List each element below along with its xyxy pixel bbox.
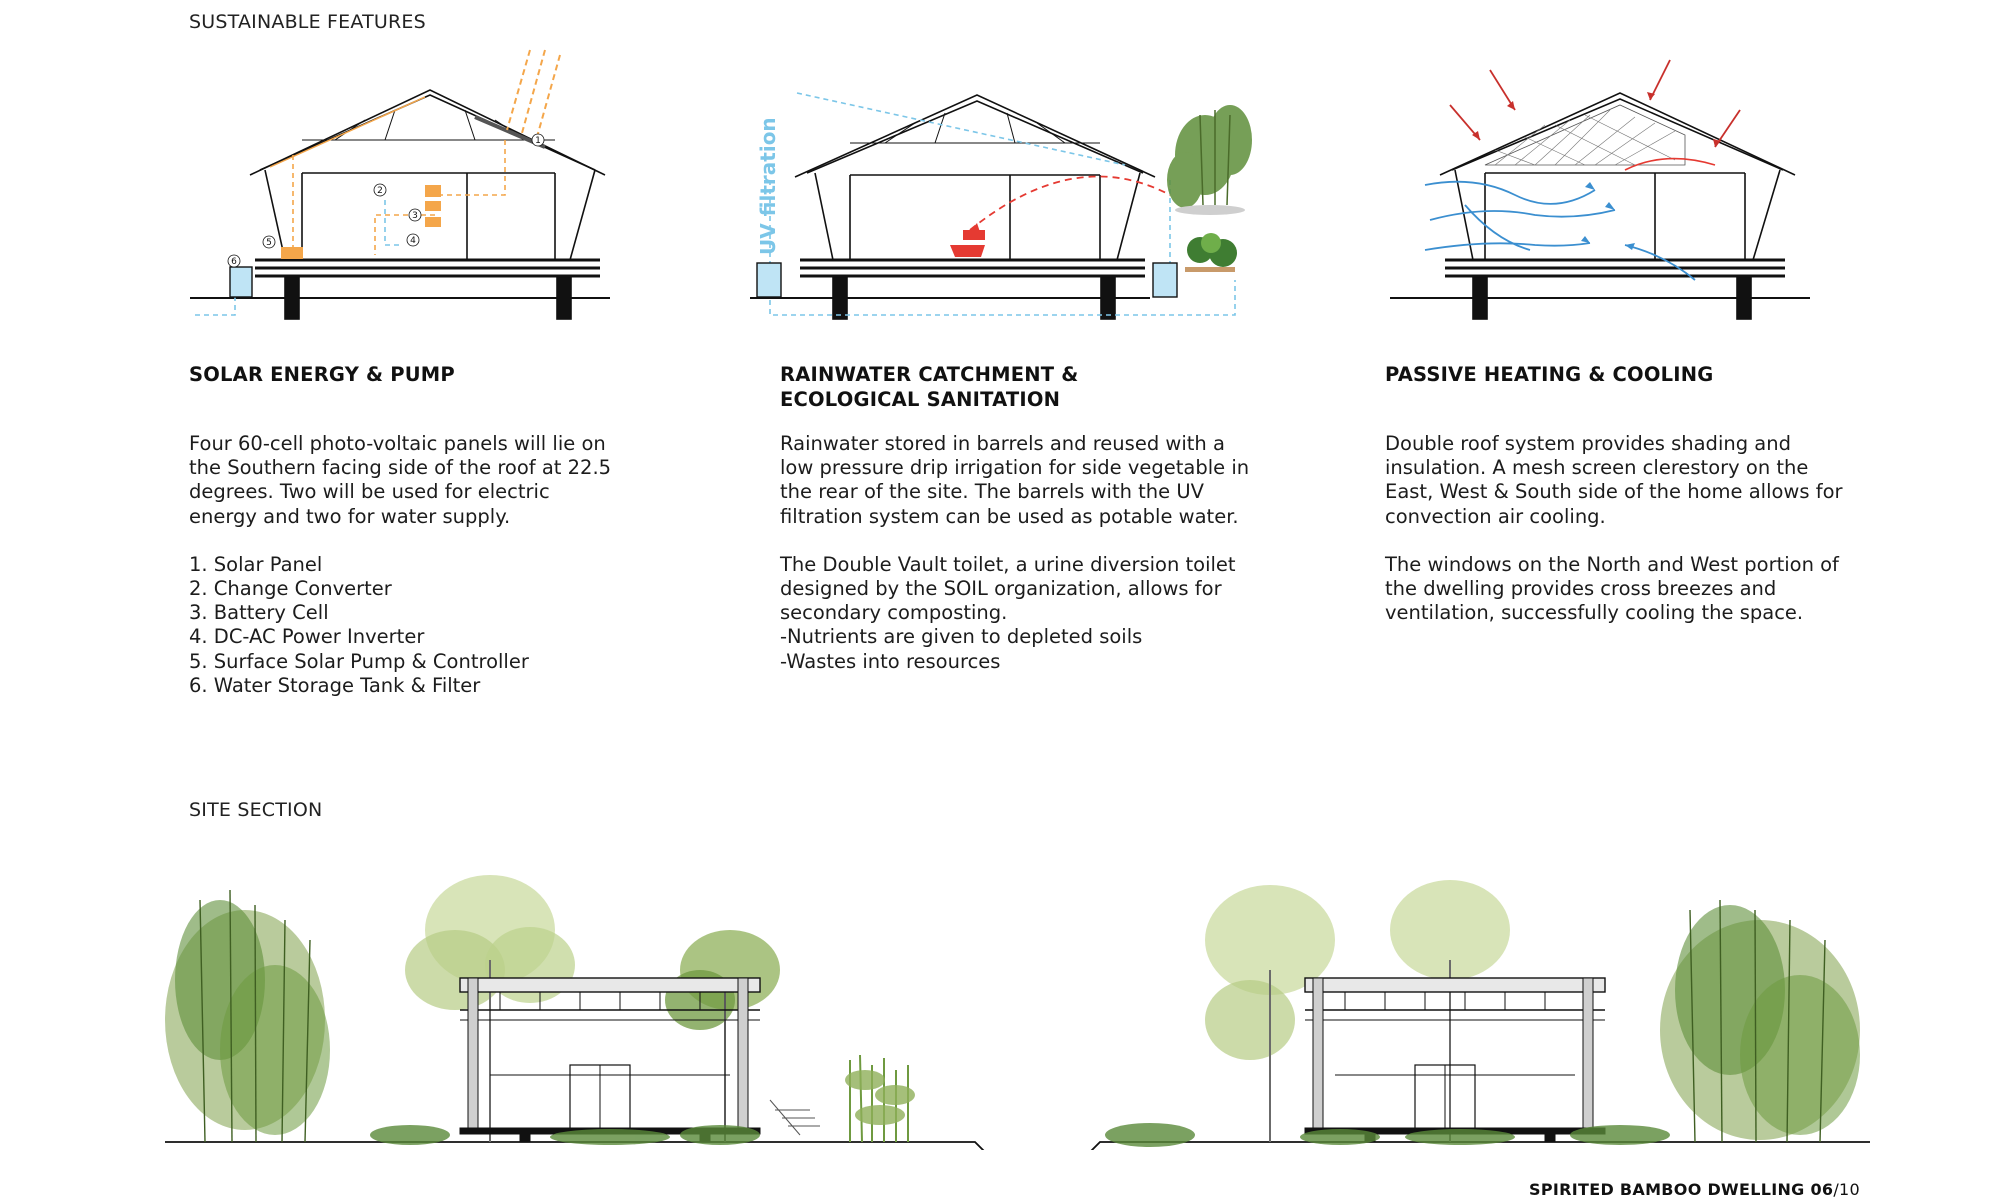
list-item: 3. Battery Cell xyxy=(189,601,329,625)
footer-title: SPIRITED BAMBOO DWELLING 06 xyxy=(1529,1180,1834,1199)
solar-callout-1: 1 xyxy=(535,136,541,146)
heading-line: PASSIVE HEATING & COOLING xyxy=(1385,363,1714,386)
text-line: East, West & South side of the home allows for xyxy=(1385,480,1843,504)
paragraph xyxy=(1385,432,1865,529)
list-item: 1. Solar Panel xyxy=(189,552,323,576)
heading-line: RAINWATER CATCHMENT & xyxy=(780,363,1079,386)
solar-callout-3: 3 xyxy=(412,211,418,221)
text-line: low pressure drip irrigation for side vegetable in xyxy=(780,456,1250,480)
rainwater-diagram xyxy=(745,85,1265,335)
tree-right-back xyxy=(1205,880,1510,1142)
tree-left-back xyxy=(405,875,575,1142)
text-line: Double roof system provides shading and xyxy=(1385,432,1791,455)
solar-diagram xyxy=(185,45,615,335)
text-line: ventilation, successfully cooling the space. xyxy=(1385,601,1804,625)
column-rainwater xyxy=(780,362,1270,698)
text-line: Rainwater stored in barrels and reused with a xyxy=(780,432,1225,455)
text-line: secondary composting. xyxy=(780,601,1008,625)
solar-callout-4: 4 xyxy=(410,236,416,246)
bamboo-cluster-right xyxy=(1660,900,1860,1142)
list-item: 5. Surface Solar Pump & Controller xyxy=(189,649,529,673)
heading-passive xyxy=(1385,362,1865,387)
text-line: the dwelling provides cross breezes and xyxy=(1385,577,1777,601)
heading-line: ECOLOGICAL SANITATION xyxy=(780,388,1061,411)
text-line: -Nutrients are given to depleted soils xyxy=(780,625,1143,649)
uv-filtration-label: UV filtration xyxy=(756,117,780,255)
body-solar xyxy=(189,432,659,698)
text-line: Four 60-cell photo-voltaic panels will lie on xyxy=(189,432,606,455)
heading-rainwater xyxy=(780,362,1270,412)
column-passive xyxy=(1385,362,1865,649)
paragraph xyxy=(780,432,1270,529)
tree-left-front xyxy=(665,930,780,1142)
list-item: 6. Water Storage Tank & Filter xyxy=(189,673,481,697)
body-passive xyxy=(1385,432,1865,625)
section-label-site-section: SITE SECTION xyxy=(189,799,323,821)
text-line: the Southern facing side of the roof at 22.5 xyxy=(189,456,612,480)
text-line: convection air cooling. xyxy=(1385,504,1606,528)
paragraph xyxy=(780,553,1270,674)
text-line: degrees. Two will be used for electric xyxy=(189,480,550,504)
paragraph xyxy=(1385,553,1865,626)
text-line: insulation. A mesh screen clerestory on the xyxy=(1385,456,1809,480)
heading-solar xyxy=(189,362,659,387)
page-footer xyxy=(1529,1180,1860,1200)
solar-callout-6: 6 xyxy=(231,257,237,267)
solar-callout-5: 5 xyxy=(266,238,272,248)
body-rainwater xyxy=(780,432,1270,674)
paragraph xyxy=(189,432,659,529)
stairs-left xyxy=(770,1100,820,1135)
solar-callout-2: 2 xyxy=(377,186,383,196)
list-item: 2. Change Converter xyxy=(189,577,392,601)
text-line: the rear of the site. The barrels with the UV xyxy=(780,480,1204,504)
list-item: 4. DC-AC Power Inverter xyxy=(189,625,425,649)
text-line: The Double Vault toilet, a urine diversion toilet xyxy=(780,552,1236,576)
passive-cooling-diagram xyxy=(1385,55,1815,335)
bamboo-cluster-left xyxy=(165,890,330,1142)
text-line: -Wastes into resources xyxy=(780,649,1001,673)
site-section-drawing xyxy=(160,860,1880,1150)
text-line: energy and two for water supply. xyxy=(189,504,511,528)
heading-line: SOLAR ENERGY & PUMP xyxy=(189,363,455,386)
text-line: designed by the SOIL organization, allows for xyxy=(780,577,1222,601)
section-label-sustainable-features: SUSTAINABLE FEATURES xyxy=(189,11,426,33)
column-solar xyxy=(189,362,659,722)
text-line: The windows on the North and West portion of xyxy=(1385,552,1839,576)
text-line: filtration system can be used as potable water. xyxy=(780,504,1239,528)
house-right xyxy=(1305,978,1605,1142)
component-list xyxy=(189,553,659,698)
footer-page-total: /10 xyxy=(1833,1180,1860,1199)
